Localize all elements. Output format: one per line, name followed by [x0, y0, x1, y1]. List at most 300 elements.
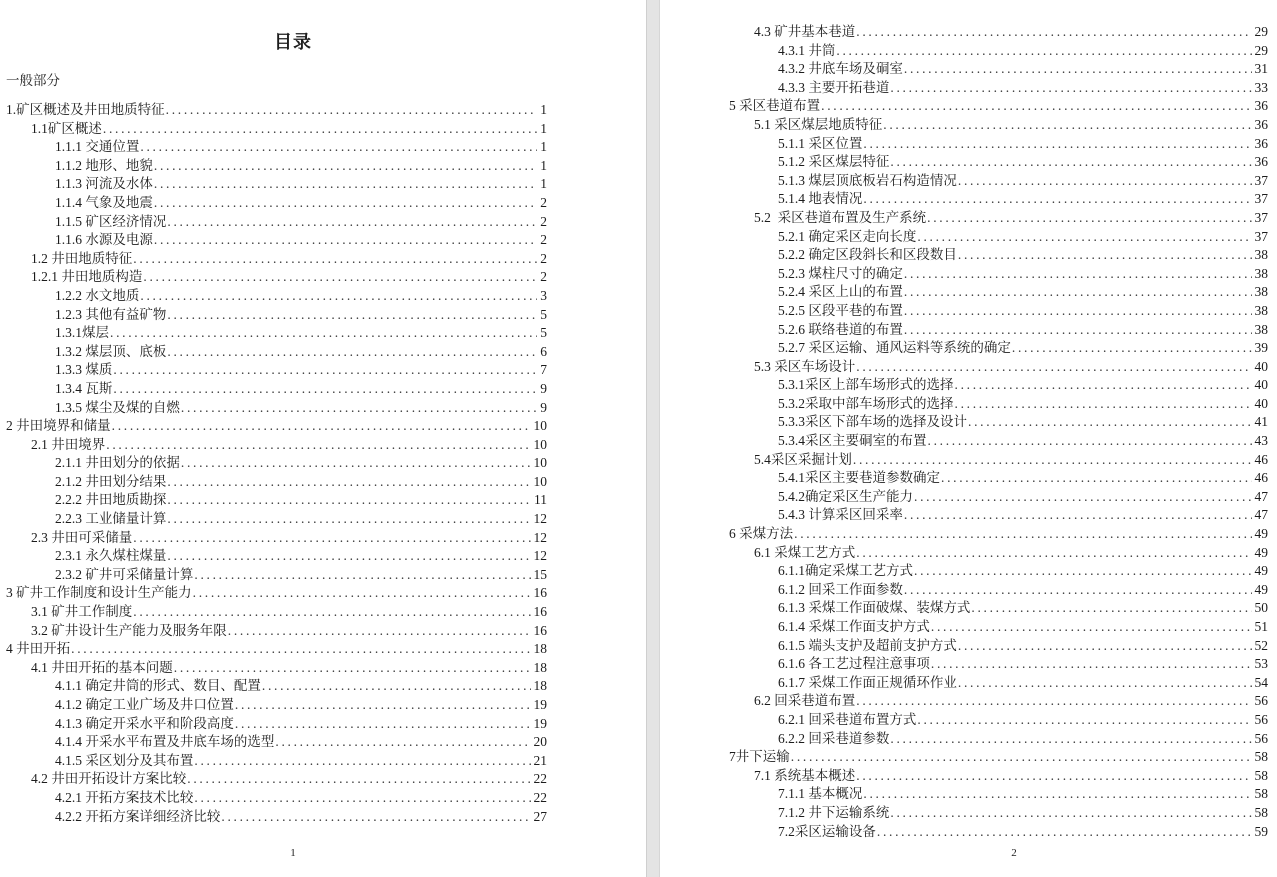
toc-entry-title: 1.3.5 煤尘及煤的自燃: [55, 399, 180, 415]
toc-entry: [0, 789, 547, 808]
dot-leader: [154, 231, 537, 250]
toc-entry: [0, 194, 547, 213]
dot-leader: [914, 488, 1252, 507]
toc-entry: [0, 677, 547, 696]
toc-entry-title: 5.1.4 地表情况: [778, 191, 863, 207]
dot-leader: [167, 547, 530, 566]
toc-entry: [0, 510, 547, 529]
toc-entry-title: 1.3.4 瓦斯: [55, 380, 113, 396]
toc-page-number: 38: [1254, 247, 1268, 263]
dot-leader: [1012, 339, 1252, 358]
toc-entry-title: 1.1.1 交通位置: [55, 139, 140, 155]
toc-list-page-2: [723, 23, 1268, 841]
dot-leader: [821, 97, 1251, 116]
toc-entry-title: 2.2.2 井田地质勘探: [55, 492, 167, 508]
toc-entry: [0, 529, 547, 548]
dot-leader: [863, 785, 1251, 804]
dot-leader: [958, 637, 1252, 656]
dot-leader: [113, 380, 537, 399]
toc-entry: [723, 451, 1268, 470]
toc-entry: [0, 417, 547, 436]
dot-leader: [928, 432, 1252, 451]
dot-leader: [167, 510, 530, 529]
toc-entry-title: 5.3 采区车场设计: [754, 358, 856, 374]
dot-leader: [863, 190, 1251, 209]
dot-leader: [904, 283, 1252, 302]
dot-leader: [181, 454, 531, 473]
toc-page-number: 56: [1254, 693, 1268, 709]
dot-leader: [856, 358, 1251, 377]
toc-entry: [0, 696, 547, 715]
toc-entry-title: 5.4.3 计算采区回采率: [778, 507, 903, 523]
toc-entry: [0, 120, 547, 139]
toc-entry: [723, 488, 1268, 507]
dot-leader: [133, 250, 537, 269]
dot-leader: [167, 343, 537, 362]
toc-page-number: 18: [533, 659, 547, 675]
toc-entry-title: 5.2.5 区段平巷的布置: [778, 302, 903, 318]
toc-entry: [0, 157, 547, 176]
dot-leader: [154, 157, 537, 176]
toc-page-number: 27: [533, 808, 547, 824]
toc-entry-title: 5.3.2采取中部车场形式的选择: [778, 395, 954, 411]
toc-entry-title: 4.2 井田开拓设计方案比较: [31, 771, 187, 787]
toc-entry-title: 4.3 矿井基本巷道: [754, 24, 856, 39]
toc-entry: [723, 172, 1268, 191]
dot-leader: [856, 544, 1251, 563]
dot-leader: [228, 622, 531, 641]
toc-entry: [723, 413, 1268, 432]
page-number-footer: 2: [1011, 847, 1017, 859]
toc-entry-title: 5.2.3 煤柱尺寸的确定: [778, 265, 903, 281]
toc-entry-title: 1.1.6 水源及电源: [55, 232, 153, 248]
section-label: 一般部分: [6, 73, 60, 88]
dot-leader: [143, 268, 537, 287]
toc-entry-title: 4.1.1 确定井筒的形式、数目、配置: [55, 678, 261, 694]
toc-entry-title: 1.1.2 地形、地貌: [55, 157, 153, 173]
toc-entry-title: 5.2.4 采区上山的布置: [778, 284, 903, 300]
toc-page-number: 6: [540, 343, 547, 359]
toc-entry-title: 5.3.4采区主要硐室的布置: [778, 433, 927, 449]
toc-entry: [0, 454, 547, 473]
toc-entry: [723, 525, 1268, 544]
toc-entry-title: 4.3.2 井底车场及硐室: [778, 61, 903, 77]
toc-page-number: 10: [533, 455, 547, 471]
toc-entry: [723, 655, 1268, 674]
toc-page-number: 52: [1254, 637, 1268, 653]
toc-page-number: 38: [1254, 284, 1268, 300]
toc-entry: [723, 302, 1268, 321]
dot-leader: [194, 566, 530, 585]
toc-entry-title: 1.1.3 河流及水体: [55, 176, 153, 192]
toc-entry-title: 2 井田境界和储量: [6, 418, 111, 434]
dot-leader: [958, 172, 1252, 191]
toc-entry: [0, 566, 547, 585]
toc-entry: [723, 506, 1268, 525]
toc-entry: [723, 376, 1268, 395]
toc-page-number: 12: [533, 529, 547, 545]
toc-entry: [0, 213, 547, 232]
toc-entry-title: 5.1.2 采区煤层特征: [778, 154, 890, 170]
toc-page-number: 10: [533, 418, 547, 434]
toc-entry: [0, 547, 547, 566]
toc-entry: [723, 692, 1268, 711]
toc-page-number: 9: [540, 399, 547, 415]
toc-page-number: 29: [1254, 24, 1268, 39]
toc-entry: [723, 97, 1268, 116]
toc-page-number: 37: [1254, 191, 1268, 207]
toc-entry-title: 4.2.2 开拓方案详细经济比较: [55, 808, 221, 824]
toc-entry: [723, 42, 1268, 61]
toc-entry: [723, 823, 1268, 842]
page-gutter: [646, 0, 660, 877]
dot-leader: [917, 711, 1251, 730]
dot-leader: [941, 469, 1252, 488]
toc-entry: [723, 804, 1268, 823]
dot-leader: [794, 525, 1251, 544]
toc-entry: [723, 469, 1268, 488]
toc-entry-title: 1.1.5 矿区经济情况: [55, 213, 167, 229]
toc-page-number: 40: [1254, 358, 1268, 374]
toc-entry-title: 5.1.1 采区位置: [778, 135, 863, 151]
toc-entry: [723, 79, 1268, 98]
toc-entry: [723, 637, 1268, 656]
toc-page-number: 49: [1254, 581, 1268, 597]
dot-leader: [883, 116, 1251, 135]
toc-entry: [723, 209, 1268, 228]
dot-leader: [235, 715, 531, 734]
toc-page-number: 50: [1254, 600, 1268, 616]
toc-entry-title: 4.1.2 确定工业广场及井口位置: [55, 697, 234, 712]
toc-entry-title: 5.2.7 采区运输、通风运料等系统的确定: [778, 340, 1011, 356]
toc-entry: [723, 60, 1268, 79]
toc-entry: [0, 250, 547, 269]
toc-entry: [723, 767, 1268, 786]
toc-entry-title: 3.1 矿井工作制度: [31, 604, 133, 620]
toc-entry: [0, 808, 547, 827]
toc-entry-title: 7.1.2 井下运输系统: [778, 804, 890, 820]
toc-entry-title: 7井下运输: [729, 749, 790, 765]
toc-entry-title: 5.2.2 确定区段斜长和区段数目: [778, 247, 957, 263]
toc-entry: [723, 748, 1268, 767]
toc-page-number: 1: [540, 102, 547, 117]
toc-entry-title: 2.3.1 永久煤柱煤量: [55, 548, 167, 564]
toc-entry-title: 6.1.3 采煤工作面破煤、装煤方式: [778, 600, 971, 616]
toc-entry-title: 5.3.3采区下部车场的选择及设计: [778, 414, 967, 430]
toc-entry: [0, 138, 547, 157]
toc-entry: [723, 711, 1268, 730]
toc-entry-title: 1.2 井田地质特征: [31, 250, 133, 266]
toc-page-number: 10: [533, 473, 547, 489]
dot-leader: [856, 23, 1251, 42]
toc-entry-title: 4.3.1 井筒: [778, 42, 836, 58]
toc-page-number: 58: [1254, 804, 1268, 820]
toc-entry: [723, 358, 1268, 377]
dot-leader: [856, 692, 1251, 711]
dot-leader: [890, 730, 1251, 749]
toc-page-number: 40: [1254, 395, 1268, 411]
toc-entry: [723, 228, 1268, 247]
toc-entry-title: 6.1.7 采煤工作面正规循环作业: [778, 674, 957, 690]
toc-list-page-1: [0, 101, 547, 826]
toc-page-number: 56: [1254, 711, 1268, 727]
toc-entry-title: 5.2.1 确定采区走向长度: [778, 228, 917, 244]
toc-page-number: 51: [1254, 619, 1268, 634]
toc-entry: [723, 116, 1268, 135]
toc-entry-title: 2.1.2 井田划分结果: [55, 473, 167, 489]
dot-leader: [863, 135, 1251, 154]
toc-entry: [723, 785, 1268, 804]
toc-page-number: 47: [1254, 488, 1268, 504]
document-page-2: [660, 0, 1277, 877]
dot-leader: [167, 213, 537, 232]
toc-entry: [723, 432, 1268, 451]
toc-page-number: 19: [533, 715, 547, 731]
dot-leader: [958, 246, 1252, 265]
toc-page-number: 41: [1254, 414, 1268, 430]
toc-entry: [0, 343, 547, 362]
toc-page-number: 12: [533, 511, 547, 527]
toc-entry-title: 5.3.1采区上部车场形式的选择: [778, 377, 954, 393]
toc-page-number: 16: [533, 585, 547, 601]
toc-entry: [0, 715, 547, 734]
toc-entry-title: 5.2 采区巷道布置及生产系统: [754, 209, 927, 225]
toc-page-number: 36: [1254, 135, 1268, 151]
toc-page-number: 5: [540, 306, 547, 322]
dot-leader: [890, 153, 1251, 172]
toc-entry-title: 6.2.2 回采巷道参数: [778, 730, 890, 746]
toc-entry: [723, 135, 1268, 154]
toc-page-number: 43: [1254, 433, 1268, 449]
dot-leader: [140, 138, 537, 157]
toc-page-number: 54: [1254, 674, 1268, 690]
toc-entry: [723, 23, 1268, 42]
toc-page-number: 10: [533, 436, 547, 452]
toc-entry: [0, 101, 547, 120]
dot-leader: [133, 529, 530, 548]
toc-page-number: 21: [533, 752, 547, 768]
toc-entry-title: 3 矿井工作制度和设计生产能力: [6, 585, 192, 601]
toc-entry: [0, 231, 547, 250]
toc-entry-title: 5.4.2确定采区生产能力: [778, 488, 913, 504]
dot-leader: [890, 79, 1251, 98]
dot-leader: [221, 808, 530, 827]
toc-entry: [723, 395, 1268, 414]
toc-entry-title: 5.4.1采区主要巷道参数确定: [778, 470, 940, 486]
toc-entry: [723, 190, 1268, 209]
toc-entry-title: 6.1.1确定采煤工艺方式: [778, 563, 913, 579]
toc-entry-title: 6.2 回采巷道布置: [754, 693, 856, 709]
dot-leader: [110, 324, 537, 343]
toc-page-number: 38: [1254, 302, 1268, 318]
toc-entry-title: 1.2.1 井田地质构造: [31, 269, 143, 285]
dot-leader: [167, 306, 537, 325]
dot-leader: [193, 584, 531, 603]
dot-leader: [235, 696, 531, 715]
toc-page-number: 29: [1254, 42, 1268, 58]
toc-page-number: 58: [1254, 749, 1268, 765]
toc-entry-title: 6.1.6 各工艺过程注意事项: [778, 656, 930, 672]
toc-page-number: 2: [540, 194, 547, 210]
toc-entry-title: 6.1.5 端头支护及超前支护方式: [778, 637, 957, 653]
toc-page-number: 1: [540, 139, 547, 155]
toc-page-number: 5: [540, 325, 547, 341]
toc-page-number: 9: [540, 380, 547, 396]
toc-entry-title: 4.1.3 确定开采水平和阶段高度: [55, 715, 234, 731]
dot-leader: [971, 599, 1251, 618]
toc-entry: [0, 640, 547, 659]
dot-leader: [890, 804, 1251, 823]
toc-entry-title: 6.1 采煤工艺方式: [754, 544, 856, 560]
toc-entry-title: 5 采区巷道布置: [729, 98, 821, 114]
toc-entry-title: 7.1 系统基本概述: [754, 767, 856, 783]
toc-entry: [0, 491, 547, 510]
toc-entry: [0, 380, 547, 399]
dot-leader: [955, 395, 1252, 414]
toc-entry: [723, 153, 1268, 172]
toc-entry: [723, 265, 1268, 284]
toc-entry-title: 6 采煤方法: [729, 526, 794, 542]
toc-page-number: 49: [1254, 563, 1268, 579]
toc-entry: [723, 321, 1268, 340]
dot-leader: [187, 770, 530, 789]
toc-entry: [0, 324, 547, 343]
toc-page-number: 2: [540, 213, 547, 229]
toc-page-number: 49: [1254, 526, 1268, 542]
toc-entry-title: 4.1.4 开采水平布置及井底车场的选型: [55, 734, 275, 750]
dot-leader: [856, 767, 1251, 786]
toc-page-number: 11: [534, 492, 547, 508]
toc-page-number: 2: [540, 232, 547, 248]
toc-page-number: 2: [540, 269, 547, 285]
toc-page-number: 37: [1254, 228, 1268, 244]
dot-leader: [904, 265, 1252, 284]
toc-entry-title: 4.1 井田开拓的基本问题: [31, 659, 173, 675]
toc-page-number: 58: [1254, 767, 1268, 783]
dot-leader: [106, 436, 530, 455]
toc-entry: [723, 339, 1268, 358]
toc-page-number: 15: [533, 566, 547, 582]
toc-page-number: 20: [533, 734, 547, 750]
dot-leader: [194, 789, 530, 808]
toc-page-number: 46: [1254, 451, 1268, 467]
toc-entry-title: 1.3.1煤层: [55, 325, 109, 341]
toc-entry: [0, 770, 547, 789]
dot-leader: [877, 823, 1252, 842]
dot-leader: [958, 674, 1252, 693]
dot-leader: [904, 302, 1252, 321]
toc-entry: [0, 287, 547, 306]
dot-leader: [71, 640, 530, 659]
toc-entry-title: 5.4采区采掘计划: [754, 451, 852, 467]
toc-page-number: 33: [1254, 79, 1268, 95]
toc-entry: [723, 674, 1268, 693]
toc-entry: [723, 562, 1268, 581]
dot-leader: [133, 603, 530, 622]
toc-entry: [0, 659, 547, 678]
toc-entry-title: 2.3 井田可采储量: [31, 529, 133, 545]
toc-page-number: 53: [1254, 656, 1268, 672]
toc-page-number: 37: [1254, 172, 1268, 188]
toc-page-number: 36: [1254, 154, 1268, 170]
toc-page-number: 36: [1254, 116, 1268, 132]
toc-entry-title: 7.2采区运输设备: [778, 823, 876, 839]
toc-entry-title: 4 井田开拓: [6, 641, 71, 657]
toc-page-number: 59: [1254, 823, 1268, 839]
toc-entry: [0, 436, 547, 455]
dot-leader: [917, 228, 1251, 247]
toc-entry: [723, 599, 1268, 618]
toc-title: 目录: [274, 32, 312, 52]
toc-page-number: 36: [1254, 98, 1268, 114]
toc-entry-title: 4.2.1 开拓方案技术比较: [55, 789, 194, 805]
toc-entry-title: 3.2 矿井设计生产能力及服务年限: [31, 622, 227, 638]
toc-entry-title: 2.1.1 井田划分的依据: [55, 455, 180, 471]
dot-leader: [791, 748, 1252, 767]
toc-page-number: 38: [1254, 265, 1268, 281]
toc-page-number: 18: [533, 641, 547, 657]
toc-page-number: 16: [533, 604, 547, 620]
toc-entry: [723, 283, 1268, 302]
toc-page-number: 31: [1254, 61, 1268, 77]
toc-entry-title: 5.1.3 煤层顶底板岩石构造情况: [778, 172, 957, 188]
toc-entry-title: 2.2.3 工业储量计算: [55, 511, 167, 527]
toc-entry: [723, 618, 1268, 637]
toc-entry-title: 4.1.5 采区划分及其布置: [55, 752, 194, 768]
dot-leader: [166, 101, 538, 120]
toc-page-number: 3: [540, 287, 547, 303]
toc-entry-title: 1.1矿区概述: [31, 120, 102, 136]
toc-entry: [723, 581, 1268, 600]
toc-entry: [0, 268, 547, 287]
toc-entry-title: 1.3.2 煤层顶、底板: [55, 343, 167, 359]
toc-page-number: 2: [540, 250, 547, 266]
toc-entry: [723, 544, 1268, 563]
toc-page-number: 58: [1254, 786, 1268, 802]
toc-page-number: 56: [1254, 730, 1268, 746]
toc-entry-title: 5.2.6 联络巷道的布置: [778, 321, 903, 337]
toc-entry-title: 7.1.1 基本概况: [778, 786, 863, 802]
toc-entry: [0, 603, 547, 622]
toc-page-number: 49: [1254, 544, 1268, 560]
toc-entry: [0, 473, 547, 492]
toc-page-number: 38: [1254, 321, 1268, 337]
toc-entry-title: 6.2.1 回采巷道布置方式: [778, 711, 917, 727]
toc-entry-title: 1.2.2 水文地质: [55, 287, 140, 303]
dot-leader: [931, 618, 1252, 637]
toc-page-number: 47: [1254, 507, 1268, 523]
dot-leader: [194, 752, 530, 771]
dot-leader: [275, 733, 530, 752]
toc-entry: [723, 246, 1268, 265]
dot-leader: [931, 655, 1252, 674]
dot-leader: [103, 120, 537, 139]
dot-leader: [914, 562, 1252, 581]
toc-entry-title: 6.1.2 回采工作面参数: [778, 581, 903, 597]
toc-entry-title: 1.3.3 煤质: [55, 362, 113, 378]
toc-page-number: 16: [533, 622, 547, 638]
dot-leader: [154, 175, 537, 194]
dot-leader: [836, 42, 1251, 61]
toc-page-number: 1: [540, 120, 547, 136]
toc-entry-title: 2.3.2 矿井可采储量计算: [55, 566, 194, 582]
dot-leader: [140, 287, 537, 306]
dot-leader: [174, 659, 531, 678]
toc-page-number: 39: [1254, 340, 1268, 356]
dot-leader: [167, 491, 531, 510]
toc-page-number: 22: [533, 789, 547, 805]
dot-leader: [113, 361, 537, 380]
